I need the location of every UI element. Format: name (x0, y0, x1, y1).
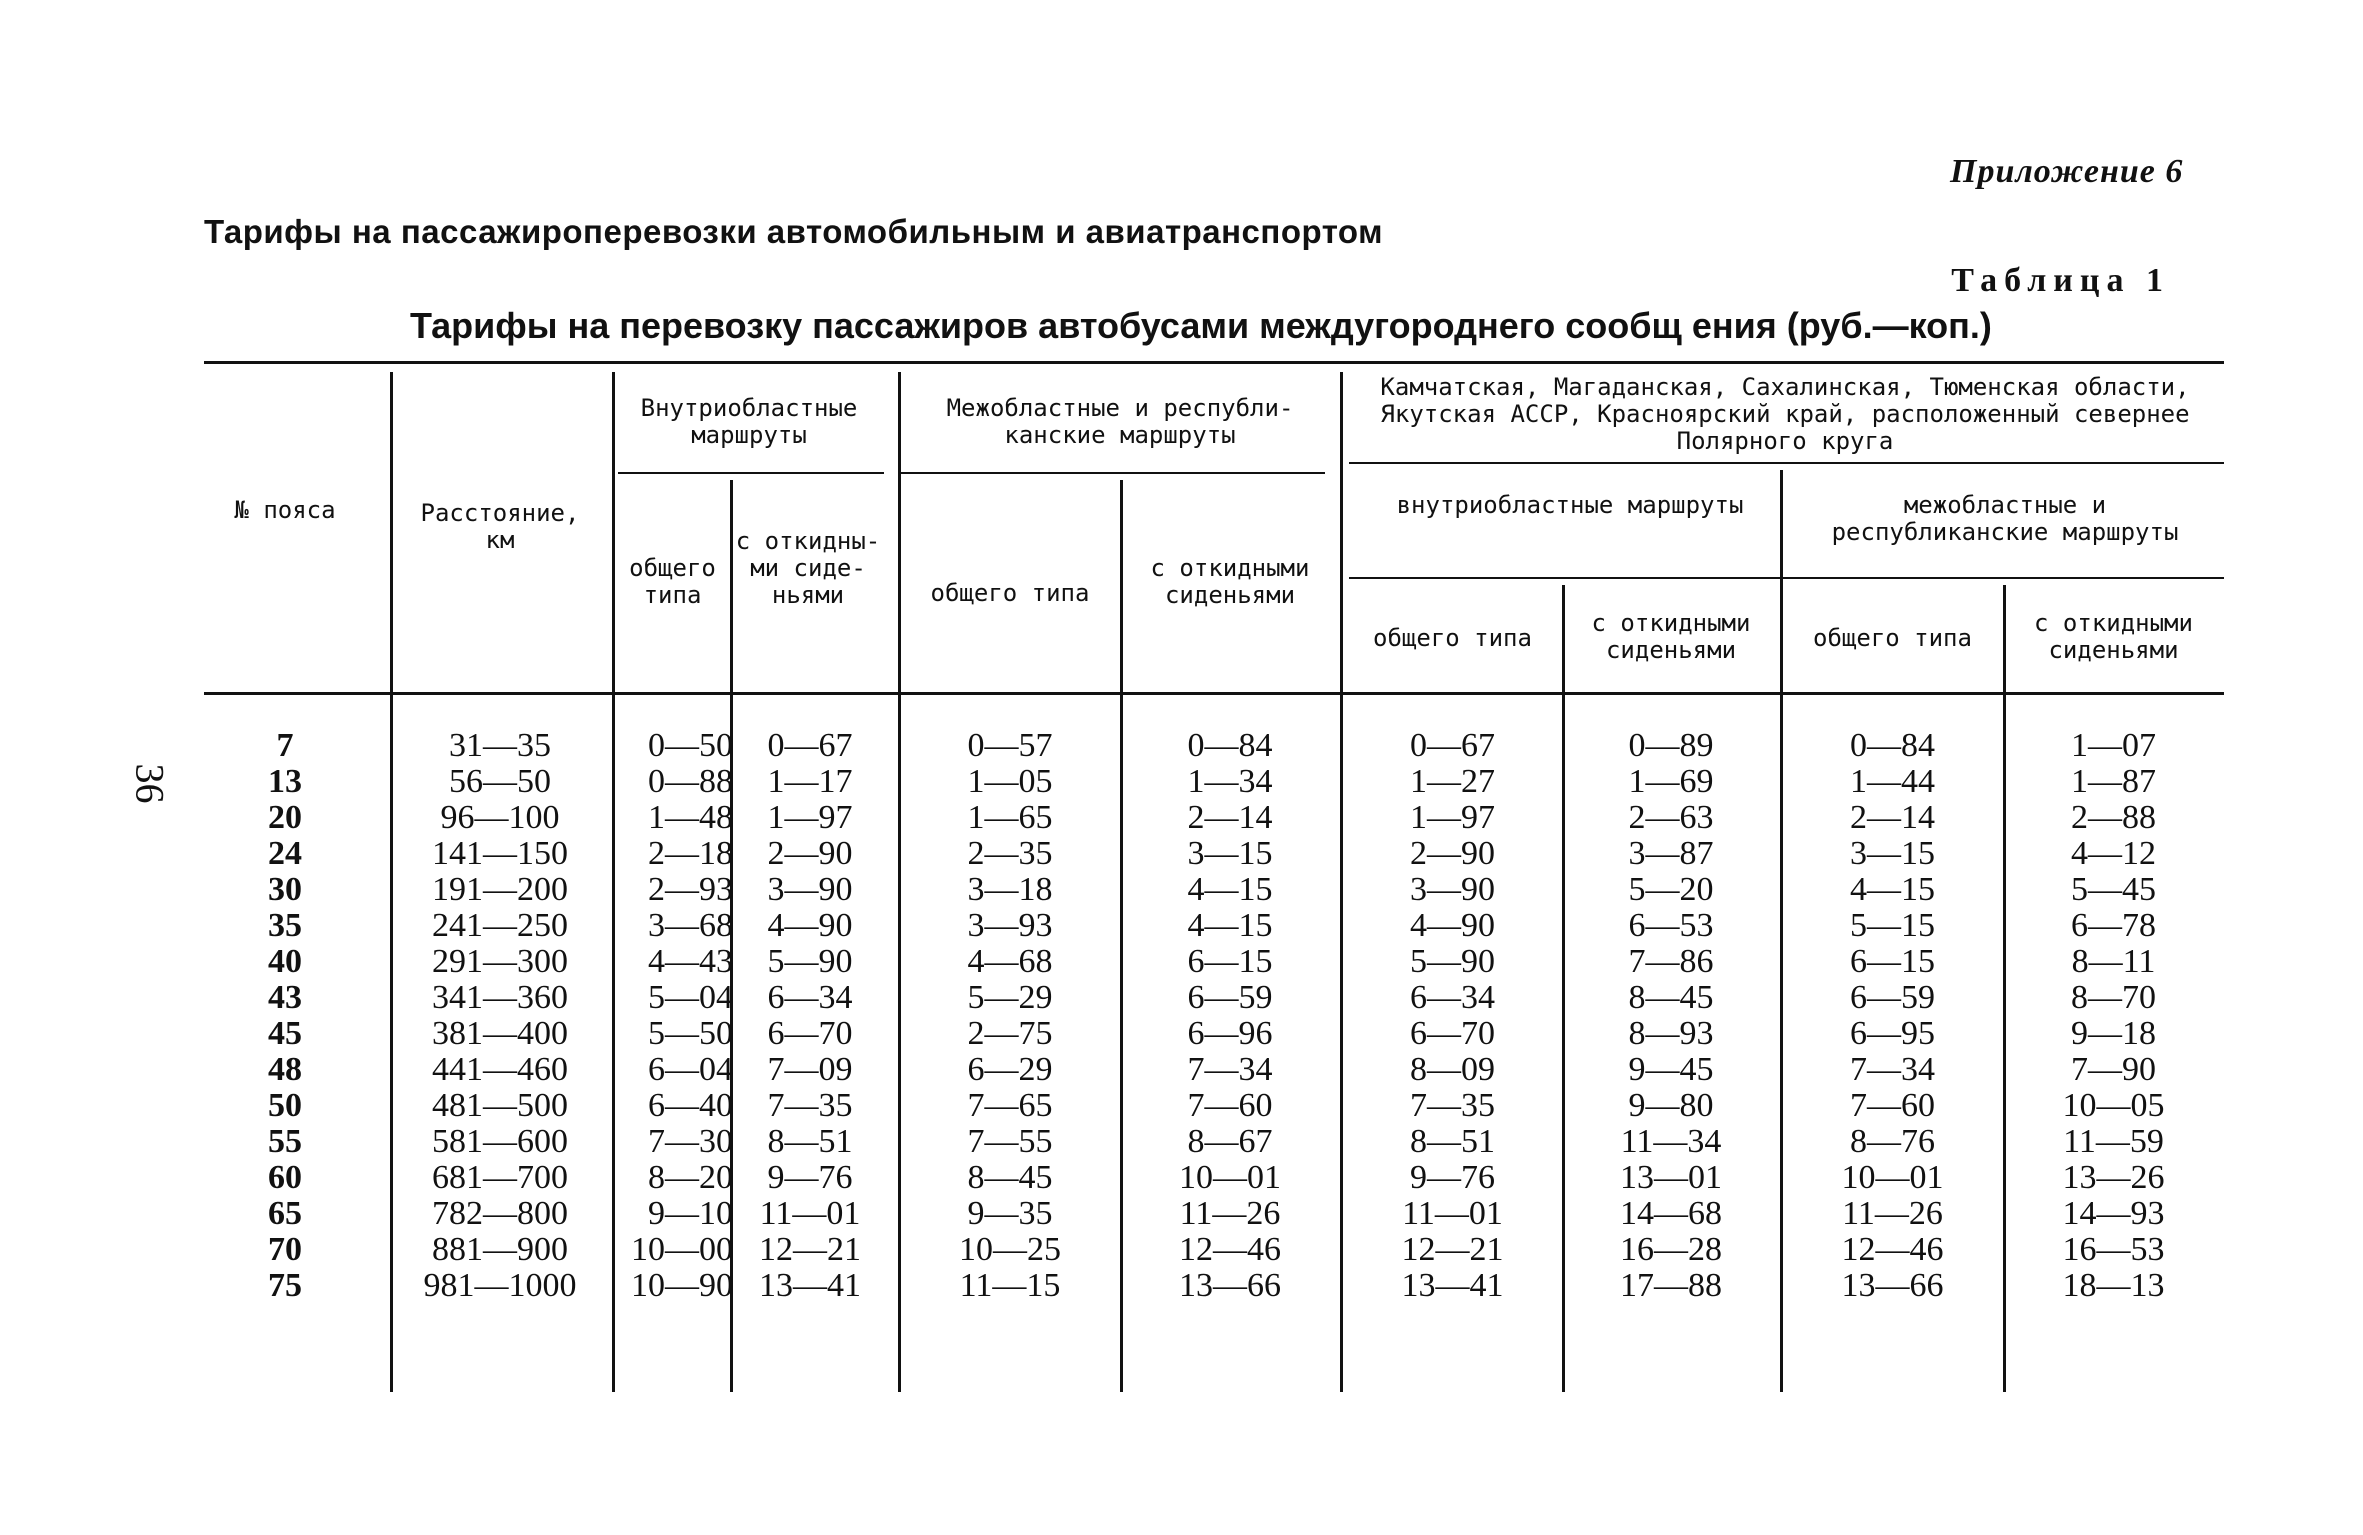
table-cell: 3—93 (967, 907, 1053, 944)
table-cell: 9—76 (1410, 1159, 1495, 1196)
header-north-interregional: межобластные и республиканские маршруты (1831, 491, 2179, 546)
table-cell: 30 (268, 871, 302, 908)
table-cell: 4—15 (1187, 871, 1273, 908)
table-cell: 20 (268, 799, 302, 836)
table-cell: 1—48 (648, 799, 733, 836)
table-cell: 4—15 (1187, 907, 1273, 944)
table-cell: 6—53 (1628, 907, 1714, 944)
table-cell: 1—97 (1410, 799, 1495, 836)
table-cell: 782—800 (432, 1195, 568, 1232)
table-cell: 9—35 (967, 1195, 1053, 1232)
table-cell: 8—45 (1628, 979, 1714, 1016)
table-cell: 1—07 (2071, 727, 2156, 764)
table-cell: 9—80 (1628, 1087, 1714, 1124)
table-cell: 441—460 (432, 1051, 568, 1088)
table-cell: 6—70 (767, 1015, 853, 1052)
table-cell: 0—50 (648, 727, 733, 764)
header-rule-intra (618, 472, 884, 474)
column-inter-folding (1125, 728, 1335, 1304)
table-cell: 0—67 (767, 727, 853, 764)
col-divider-4 (898, 372, 901, 1392)
table-cell: 8—09 (1410, 1051, 1495, 1088)
table-cell: 24 (268, 835, 302, 872)
table-cell: 14—68 (1620, 1195, 1722, 1232)
table-cell: 13—01 (1620, 1159, 1722, 1196)
header-interregional: Межобластные и республи-канские маршруты (946, 394, 1294, 449)
table-cell: 43 (268, 979, 302, 1016)
table-cell: 1—69 (1628, 763, 1714, 800)
column-inter-general (905, 728, 1115, 1304)
table-cell: 0—67 (1410, 727, 1495, 764)
header-rule-north-sub (1349, 577, 2224, 579)
table-cell: 1—17 (767, 763, 853, 800)
table-cell: 7—86 (1628, 943, 1714, 980)
table-cell: 55 (268, 1123, 302, 1160)
table-cell: 5—04 (648, 979, 733, 1016)
table-cell: 5—29 (967, 979, 1053, 1016)
table-cell: 2—88 (2071, 799, 2156, 836)
table-title: Тарифы на перевозку пассажиров автобусами междугороднего сообщ ения (руб.—коп.) (410, 305, 1992, 346)
header-distance: Расстояние, км (420, 499, 580, 554)
table-cell: 0—57 (967, 727, 1053, 764)
column-north-intra-folding (1565, 728, 1777, 1304)
header-north-intraregional: внутриобластные маршруты (1396, 491, 1744, 519)
column-intra-folding (740, 728, 880, 1304)
table-cell: 7—30 (648, 1123, 733, 1160)
table-cell: 16—53 (2062, 1231, 2165, 1268)
table-cell: 50 (268, 1087, 302, 1124)
table-cell: 75 (268, 1267, 302, 1304)
table-cell: 11—01 (1402, 1195, 1503, 1232)
table-cell: 11—01 (759, 1195, 861, 1232)
table-cell: 56—50 (449, 763, 551, 800)
column-north-intra-general (1345, 728, 1560, 1304)
table-cell: 4—43 (648, 943, 733, 980)
appendix-label: Приложение 6 (1950, 153, 2184, 190)
header-inter-general: общего типа (930, 579, 1090, 607)
table-cell: 8—76 (1850, 1123, 1935, 1160)
table-cell: 1—34 (1187, 763, 1273, 800)
table-cell: 3—87 (1628, 835, 1714, 872)
table-cell: 13—66 (1841, 1267, 1944, 1304)
table-cell: 5—90 (1410, 943, 1495, 980)
table-cell: 1—44 (1850, 763, 1935, 800)
table-cell: 10—01 (1179, 1159, 1281, 1196)
table-cell: 2—14 (1850, 799, 1935, 836)
table-cell: 141—150 (432, 835, 568, 872)
col-divider-1 (390, 372, 393, 1392)
header-north-inter-folding: с откидными сиденьями (2034, 609, 2193, 664)
table-cell: 6—59 (1187, 979, 1273, 1016)
table-cell: 11—26 (1179, 1195, 1281, 1232)
table-cell: 10—01 (1841, 1159, 1944, 1196)
table-cell: 7—35 (1410, 1087, 1495, 1124)
table-cell: 5—15 (1850, 907, 1935, 944)
table-cell: 11—34 (1620, 1123, 1722, 1160)
table-cell: 13—26 (2062, 1159, 2165, 1196)
table-cell: 0—84 (1850, 727, 1935, 764)
table-cell: 6—40 (648, 1087, 733, 1124)
column-north-inter-general (1785, 728, 2000, 1304)
table-cell: 291—300 (432, 943, 568, 980)
column-intra-general (615, 728, 733, 1304)
table-cell: 3—90 (1410, 871, 1495, 908)
table-cell: 11—59 (2063, 1123, 2164, 1160)
table-cell: 681—700 (432, 1159, 568, 1196)
table-cell: 7 (276, 727, 294, 764)
column-distance (400, 728, 600, 1304)
table-cell: 3—90 (767, 871, 853, 908)
table-cell: 9—76 (767, 1159, 853, 1196)
header-rule-north (1349, 462, 2224, 464)
table-cell: 10—00 (631, 1231, 733, 1268)
header-intraregional: Внутриобластные маршруты (640, 394, 858, 449)
table-cell: 11—26 (1842, 1195, 1943, 1232)
table-cell: 3—15 (1850, 835, 1935, 872)
table-cell: 5—20 (1628, 871, 1714, 908)
header-north-intra-general: общего типа (1373, 624, 1532, 652)
table-cell: 1—05 (967, 763, 1053, 800)
table-cell: 12—46 (1841, 1231, 1944, 1268)
table-cell: 2—90 (767, 835, 853, 872)
table-cell: 70 (268, 1231, 302, 1268)
table-cell: 0—88 (648, 763, 733, 800)
header-intra-general: общего типа (629, 554, 716, 609)
table-cell: 8—45 (967, 1159, 1053, 1196)
table-cell: 14—93 (2062, 1195, 2165, 1232)
table-cell: 13—66 (1179, 1267, 1281, 1304)
table-cell: 6—59 (1850, 979, 1935, 1016)
table-cell: 5—90 (767, 943, 853, 980)
table-cell: 9—18 (2071, 1015, 2156, 1052)
table-cell: 60 (268, 1159, 302, 1196)
table-cell: 2—93 (648, 871, 733, 908)
table-cell: 8—20 (648, 1159, 733, 1196)
table-cell: 16—28 (1620, 1231, 1722, 1268)
table-cell: 2—90 (1410, 835, 1495, 872)
table-cell: 581—600 (432, 1123, 568, 1160)
table-cell: 7—35 (767, 1087, 853, 1124)
table-cell: 881—900 (432, 1231, 568, 1268)
table-cell: 12—21 (1401, 1231, 1504, 1268)
header-north-regions: Камчатская, Магаданская, Сахалинская, Тюменская области, Якутская АССР, Красноярский край, расположенный севернее Полярного круга (1380, 373, 2190, 455)
header-rule-inter (901, 472, 1325, 474)
table-cell: 6—34 (1410, 979, 1495, 1016)
table-cell: 18—13 (2062, 1267, 2165, 1304)
table-cell: 381—400 (432, 1015, 568, 1052)
table-cell: 9—10 (648, 1195, 733, 1232)
table-cell: 13—41 (1401, 1267, 1504, 1304)
table-cell: 241—250 (432, 907, 568, 944)
table-cell: 48 (268, 1051, 302, 1088)
table-cell: 7—34 (1187, 1051, 1273, 1088)
table-cell: 7—09 (767, 1051, 853, 1088)
table-cell: 1—27 (1410, 763, 1495, 800)
table-cell: 11—15 (959, 1267, 1061, 1304)
table-cell: 5—45 (2071, 871, 2156, 908)
table-cell: 31—35 (449, 727, 551, 764)
table-cell: 96—100 (440, 799, 560, 836)
table-cell: 6—96 (1187, 1015, 1273, 1052)
table-cell: 40 (268, 943, 302, 980)
table-cell: 7—34 (1850, 1051, 1935, 1088)
table-cell: 6—95 (1850, 1015, 1935, 1052)
table-cell: 4—68 (967, 943, 1053, 980)
table-cell: 8—67 (1187, 1123, 1273, 1160)
table-top-rule (204, 361, 2224, 364)
table-cell: 5—50 (648, 1015, 733, 1052)
table-cell: 2—14 (1187, 799, 1273, 836)
table-cell: 10—25 (959, 1231, 1061, 1268)
table-cell: 1—65 (967, 799, 1053, 836)
document-heading: Тарифы на пассажироперевозки автомобильным и авиатранспортом (204, 213, 1384, 250)
col-divider-6 (1340, 372, 1343, 1392)
table-cell: 4—90 (767, 907, 853, 944)
col-divider-8 (1780, 470, 1783, 1392)
table-cell: 2—75 (967, 1015, 1053, 1052)
table-cell: 13 (268, 763, 302, 800)
table-cell: 6—15 (1187, 943, 1273, 980)
table-cell: 6—70 (1410, 1015, 1495, 1052)
table-cell: 7—60 (1187, 1087, 1273, 1124)
header-inter-folding: с откидными сиденьями (1150, 554, 1310, 609)
table-cell: 12—21 (759, 1231, 861, 1268)
table-cell: 0—84 (1187, 727, 1273, 764)
table-cell: 7—55 (967, 1123, 1053, 1160)
header-north-inter-general: общего типа (1813, 624, 1972, 652)
table-cell: 6—29 (967, 1051, 1053, 1088)
table-cell: 3—68 (648, 907, 733, 944)
header-intra-folding: с откидны-ми сиде-ньями (735, 527, 881, 609)
column-zone (230, 728, 340, 1304)
table-cell: 8—70 (2071, 979, 2156, 1016)
page-number: 36 (127, 763, 173, 804)
table-cell: 6—04 (648, 1051, 733, 1088)
table-cell: 6—34 (767, 979, 853, 1016)
table-cell: 2—35 (967, 835, 1053, 872)
table-cell: 341—360 (432, 979, 568, 1016)
table-cell: 6—15 (1850, 943, 1935, 980)
table-cell: 35 (268, 907, 302, 944)
table-cell: 8—51 (1410, 1123, 1495, 1160)
table-cell: 191—200 (432, 871, 568, 908)
table-cell: 2—18 (648, 835, 733, 872)
table-cell: 7—65 (967, 1087, 1053, 1124)
table-cell: 17—88 (1620, 1267, 1722, 1304)
table-cell: 45 (268, 1015, 302, 1052)
table-cell: 4—12 (2071, 835, 2156, 872)
table-cell: 4—15 (1850, 871, 1935, 908)
table-cell: 6—78 (2071, 907, 2156, 944)
header-bottom-rule (204, 692, 2224, 695)
table-cell: 8—93 (1628, 1015, 1714, 1052)
table-cell: 3—15 (1187, 835, 1273, 872)
table-cell: 7—60 (1850, 1087, 1935, 1124)
table-cell: 2—63 (1628, 799, 1714, 836)
column-north-inter-folding (2006, 728, 2221, 1304)
table-cell: 65 (268, 1195, 302, 1232)
table-cell: 8—11 (2071, 943, 2156, 980)
table-cell: 8—51 (767, 1123, 853, 1160)
table-label: Таблица 1 (1951, 262, 2170, 299)
table-cell: 4—90 (1410, 907, 1495, 944)
table-cell: 3—18 (967, 871, 1053, 908)
header-zone: № пояса (234, 496, 336, 524)
table-cell: 10—05 (2062, 1087, 2165, 1124)
table-cell: 7—90 (2071, 1051, 2156, 1088)
header-north-intra-folding: с откидными сиденьями (1591, 609, 1751, 664)
table-cell: 13—41 (759, 1267, 861, 1304)
table-cell: 1—97 (767, 799, 853, 836)
table-cell: 0—89 (1628, 727, 1714, 764)
table-cell: 1—87 (2071, 763, 2156, 800)
table-cell: 481—500 (432, 1087, 568, 1124)
col-divider-5 (1120, 480, 1123, 1392)
table-cell: 981—1000 (423, 1267, 577, 1304)
table-cell: 10—90 (631, 1267, 733, 1304)
table-cell: 12—46 (1179, 1231, 1281, 1268)
table-cell: 9—45 (1628, 1051, 1714, 1088)
